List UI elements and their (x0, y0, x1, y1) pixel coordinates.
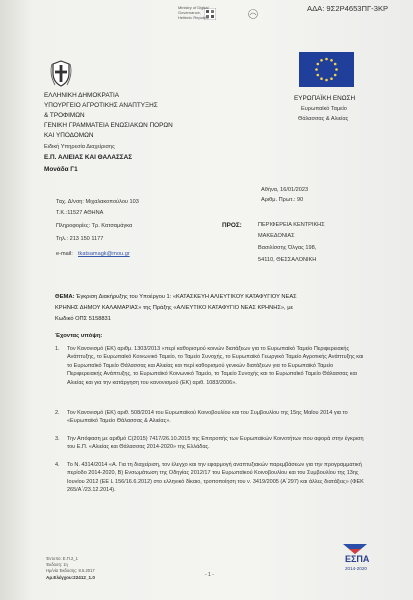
item-2-text: Τον Κανονισμό (ΕΚ) αριθ. 508/2014 του Ευρωπαϊκού Κοινοβουλίου και του Συμβουλίου της 15ης Μαΐου 2014 για το «Ευρωπαϊκό Ταμείο Θάλασσας & Αλιείας». (67, 410, 348, 425)
subject-line-2: ΚΡΗΝΗΣ ΔΗΜΟΥ ΚΑΛΑΜΑΡΙΑΣ» της Πράξης «ΑΛΙΕΥΤΙΚΟ ΚΑΤΑΦΥΓΙΟ ΝΕΑΣ ΚΡΗΝΗΣ», με (55, 305, 294, 311)
recipient-line-2: ΜΑΚΕΔΟΝΙΑΣ (258, 233, 295, 239)
item-1-text: Τον Κανονισμό (ΕΚ) αριθμ. 1303/2013 «περί καθορισμού κοινών διατάξεων για το Ευρωπαϊκό Ταμείο Περιφερειακής Ανάπτυξης, το Ευρωπαϊκό Κοινωνικό Ταμείο, το Ταμείο Συνοχής, το Ευρωπαϊκό Γεωργικό Ταμείο Αγροτικής Ανάπτυξης και το Ευρωπαϊκό Ταμείο Θάλασσας και Αλιείας και περί καθορισμού γενικών διατάξεων για το Ευρωπαϊκό Ταμείο Περιφερειακής Ανάπτυξης, το Ευρωπαϊκό Κοινωνικό Ταμείο, το Ταμείο Συνοχής και το Ευρωπαϊκό Ταμείο Θάλασσας και Αλιείας και για την κατάργηση του κανονισμού (ΕΚ) αριθ. 1083/2006». (67, 346, 364, 386)
contact-info: Πληροφορίες: Τρ. Κατσαμάγκα (56, 223, 133, 229)
item-3-text: Την Απόφαση με αριθμό C(2015) 7417/26.10.2015 της Επιτροπής των Ευρωπαϊκών Κοινοτήτων που αφορά στην έγκριση του Ε.Π. «Αλιείας και Θάλασσας 2014-2020» της Ελλάδας. (67, 436, 364, 451)
contact-email-label: e-mail: (56, 251, 73, 257)
item-1-number: 1. (55, 346, 60, 352)
contact-address: Ταχ. Δ/νση: Μιχαλακοπούλου 103 (56, 199, 139, 205)
protocol-number: Αριθμ. Πρωτ.: 90 (261, 197, 304, 203)
eu-fund-line-2: Θάλασσας & Αλιείας (298, 116, 349, 122)
recipient-line-3: Βασιλίσσης Όλγας 198, (258, 245, 317, 251)
unit-name: Μονάδα Γ1 (44, 166, 78, 173)
item-3-number: 3. (55, 436, 60, 442)
item-4-text: Το Ν. 4314/2014 «Α. Για τη διαχείριση, τον έλεγχο και την εφαρμογή αναπτυξιακών παρεμβάσεων για την προγραμματική περίοδο 2014-2020, Β) Ενσωμάτωση της Οδηγίας 2012/17 του Ευρωπαϊκού Κοινοβουλίου και του Συμβουλίου της 13ης Ιουνίου 2012 (ΕΕ L 156/16.6.2012) στο ελληνικό δίκαιο, τροποποίηση του ν. 3419/2005 (Α΄297) και άλλες διατάξεις» (ΦΕΚ 265/Α΄/23.12.2014). (67, 462, 364, 494)
eu-fund-line-1: Ευρωπαϊκό Ταμείο (301, 106, 347, 112)
ministry-small-line-2: Governance, (178, 10, 201, 15)
ministry-small-line-1: Ministry of Digital (178, 5, 209, 10)
sender-line-2: ΥΠΟΥΡΓΕΙΟ ΑΓΡΟΤΙΚΗΣ ΑΝΑΠΤΥΞΗΣ (44, 102, 158, 109)
contact-email-link[interactable]: tkatsamagk@mou.gr (78, 251, 130, 257)
page-number: - 1 - (205, 572, 214, 578)
contact-postal: Τ.Κ.:11527 ΑΘΗΝΑ (56, 210, 104, 216)
eu-title: ΕΥΡΩΠΑΪΚΗ ΕΝΩΣΗ (294, 95, 356, 102)
subject-label: ΘΕΜΑ: (55, 294, 75, 300)
subject-line-1: Έγκριση Διακήρυξης του Υποέργου 1: «ΚΑΤΑΣΚΕΥΗ ΑΛΙΕΥΤΙΚΟΥ ΚΑΤΑΦΥΓΙΟΥ ΝΕΑΣ (76, 294, 297, 300)
sender-line-1: ΕΛΛΗΝΙΚΗ ΔΗΜΟΚΡΑΤΙΑ (44, 92, 120, 99)
greek-emblem-icon (50, 58, 72, 88)
sender-line-5: ΚΑΙ ΥΠΟΔΟΜΩΝ (44, 132, 94, 139)
recipient-line-1: ΠΕΡΙΦΕΡΕΙΑ ΚΕΝΤΡΙΚΗΣ (258, 222, 325, 228)
sender-line-3: & ΤΡΟΦΙΜΩΝ (44, 112, 85, 119)
contact-phone: Τηλ.: 213 150 1177 (56, 236, 104, 242)
ministry-small-line-3: Hellenic Republic (178, 15, 209, 20)
special-service: Ειδική Υπηρεσία Διαχείρισης (44, 144, 115, 150)
item-4-number: 4. (55, 462, 60, 468)
recipient-line-4: 54110, ΘΕΣΣΑΛΟΝΙΚΗ (258, 257, 317, 263)
program-name: Ε.Π. ΑΛΙΕΙΑΣ ΚΑΙ ΘΑΛΑΣΣΑΣ (44, 154, 133, 161)
form-code-line-3: Ημ/νία Έκδοσης: 8.5.2017 (46, 568, 95, 573)
sender-line-4: ΓΕΝΙΚΗ ΓΡΑΜΜΑΤΕΙΑ ΕΝΩΣΙΑΚΩΝ ΠΟΡΩΝ (44, 122, 173, 129)
signature-stamp-icon (248, 9, 258, 19)
form-code-line-2: Έκδοση: 1η (46, 562, 68, 567)
recipient-label: ΠΡΟΣ: (222, 222, 242, 229)
subject-line-3: Κωδικό ΟΠΣ 5158831 (55, 316, 111, 322)
eu-flag-icon (299, 52, 354, 87)
ada-code: ΑΔΑ: 9Σ2Ρ4653ΠΓ-3ΚΡ (307, 4, 389, 13)
item-2-number: 2. (55, 410, 60, 416)
form-code-line-4: Αρ.Ελέγχου:22412_1.0 (46, 575, 95, 580)
espa-title: ΕΣΠΑ (345, 554, 370, 564)
place-date: Αθήνα, 16/01/2023 (261, 187, 309, 193)
espa-years: 2014-2020 (345, 566, 367, 571)
form-code-line-1: Έντυπο: Ε.Π.2_1 (46, 556, 78, 561)
considering-heading: Έχοντας υπόψη: (55, 333, 103, 339)
